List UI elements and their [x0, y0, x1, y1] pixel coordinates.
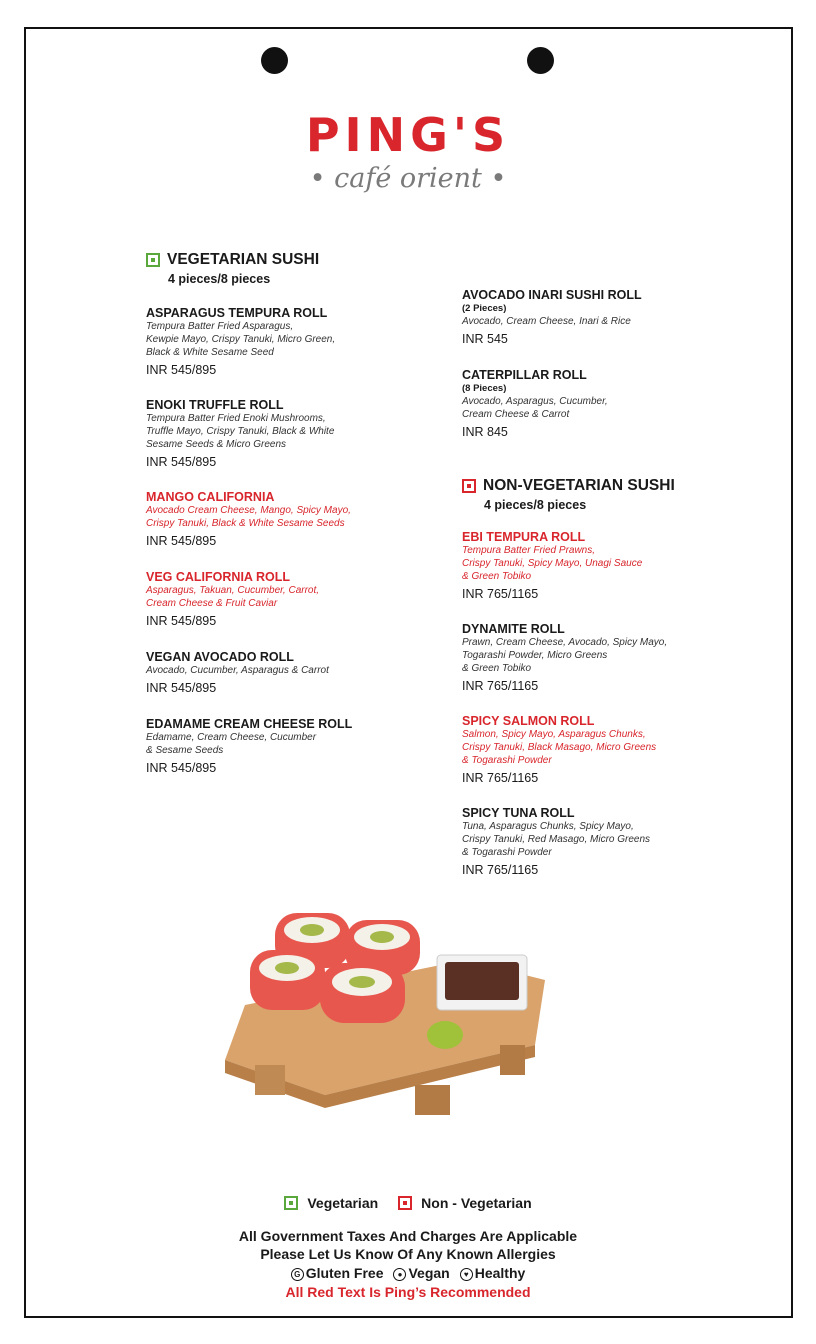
- menu-item: [146, 490, 406, 549]
- item-price: INR 545/895: [146, 363, 217, 377]
- item-description: Tempura Batter Fried Enoki Mushrooms,: [146, 413, 326, 424]
- item-price: INR 765/1165: [462, 863, 539, 877]
- item-description: Sesame Seeds & Micro Greens: [146, 439, 287, 450]
- item-description: Truffle Mayo, Crispy Tanuki, Black & White: [146, 426, 335, 437]
- section-subtitle: 4 pieces/8 pieces: [168, 272, 271, 286]
- item-pieces: (8 Pieces): [462, 383, 507, 394]
- item-name: AVOCADO INARI SUSHI ROLL: [462, 288, 642, 302]
- taxes-note: All Government Taxes And Charges Are Applicable: [238, 1228, 578, 1244]
- item-description: & Green Tobiko: [462, 571, 532, 582]
- item-description: Cream Cheese & Fruit Caviar: [146, 598, 278, 609]
- menu-item: [146, 398, 406, 470]
- menu-item: [462, 288, 722, 347]
- item-description: Avocado, Cucumber, Asparagus & Carrot: [146, 665, 329, 676]
- healthy-label: Healthy: [474, 1265, 526, 1281]
- item-description: Edamame, Cream Cheese, Cucumber: [146, 732, 317, 743]
- menu-item: [146, 570, 406, 629]
- item-price: INR 545/895: [146, 534, 217, 548]
- item-description: Crispy Tanuki, Spicy Mayo, Unagi Sauce: [462, 558, 643, 569]
- item-price: INR 845: [462, 425, 508, 439]
- item-name: ENOKI TRUFFLE ROLL: [146, 398, 284, 412]
- item-name: ASPARAGUS TEMPURA ROLL: [146, 306, 328, 320]
- item-description: Togarashi Powder, Micro Greens: [462, 650, 608, 661]
- item-description: Tempura Batter Fried Asparagus,: [146, 321, 294, 332]
- vegan-icon: ●: [393, 1268, 406, 1281]
- nonveg-marker-icon: [462, 479, 476, 493]
- item-description: & Togarashi Powder: [462, 847, 552, 858]
- section-subtitle: 4 pieces/8 pieces: [484, 498, 587, 512]
- item-price: INR 545: [462, 332, 508, 346]
- menu-item: [462, 622, 722, 694]
- binding-hole: [527, 47, 554, 74]
- brand-tagline: • café orient •: [309, 163, 507, 194]
- section-vegetarian-header: [146, 250, 319, 286]
- item-description: Crispy Tanuki, Red Masago, Micro Greens: [462, 834, 651, 845]
- item-description: Avocado, Asparagus, Cucumber,: [462, 396, 608, 407]
- item-name: EDAMAME CREAM CHEESE ROLL: [146, 717, 353, 731]
- item-name: EBI TEMPURA ROLL: [462, 530, 586, 544]
- legend-nonveg: Non - Vegetarian: [421, 1195, 532, 1211]
- item-description: Avocado, Cream Cheese, Inari & Rice: [462, 316, 631, 327]
- section-title: NON-VEGETARIAN SUSHI: [483, 477, 675, 494]
- gluten-free-icon: G: [291, 1268, 304, 1281]
- legend-veg: Vegetarian: [307, 1195, 379, 1211]
- item-description: Avocado Cream Cheese, Mango, Spicy Mayo,: [146, 505, 351, 516]
- item-description: Cream Cheese & Carrot: [462, 409, 570, 420]
- section-nonveg-header: [462, 476, 675, 512]
- item-description: Asparagus, Takuan, Cucumber, Carrot,: [146, 585, 320, 596]
- menu-item: [462, 806, 722, 878]
- item-name: SPICY SALMON ROLL: [462, 714, 595, 728]
- item-price: INR 765/1165: [462, 587, 539, 601]
- item-description: Crispy Tanuki, Black Masago, Micro Greens: [462, 742, 657, 753]
- item-name: MANGO CALIFORNIA: [146, 490, 275, 504]
- item-description: Black & White Sesame Seed: [146, 347, 274, 358]
- item-price: INR 545/895: [146, 455, 217, 469]
- menu-item: [462, 714, 722, 786]
- item-price: INR 765/1165: [462, 771, 539, 785]
- item-description: Crispy Tanuki, Black & White Sesame Seeds: [146, 518, 345, 529]
- item-price: INR 545/895: [146, 614, 217, 628]
- recommended-note: All Red Text Is Ping’s Recommended: [285, 1284, 531, 1300]
- brand-name: PING'S: [305, 108, 511, 162]
- item-name: SPICY TUNA ROLL: [462, 806, 575, 820]
- logo: [258, 108, 558, 194]
- menu-item: [146, 306, 406, 378]
- item-description: Kewpie Mayo, Crispy Tanuki, Micro Green,: [146, 334, 336, 345]
- diet-legend: [0, 1195, 816, 1211]
- item-price: INR 545/895: [146, 681, 217, 695]
- menu-item: [462, 530, 722, 602]
- item-name: CATERPILLAR ROLL: [462, 368, 587, 382]
- allergies-note: Please Let Us Know Of Any Known Allergies: [260, 1246, 556, 1262]
- item-name: VEG CALIFORNIA ROLL: [146, 570, 290, 584]
- item-price: INR 765/1165: [462, 679, 539, 693]
- vegan-label: Vegan: [408, 1265, 450, 1281]
- nonveg-marker-icon: [398, 1196, 412, 1210]
- item-description: Salmon, Spicy Mayo, Asparagus Chunks,: [462, 729, 646, 740]
- diet-icons-legend: [0, 1265, 816, 1281]
- healthy-icon: ♥: [460, 1268, 473, 1281]
- item-description: & Togarashi Powder: [462, 755, 552, 766]
- binding-hole: [261, 47, 288, 74]
- menu-item: [146, 650, 406, 696]
- section-title: VEGETARIAN SUSHI: [167, 251, 320, 268]
- item-description: Tempura Batter Fried Prawns,: [462, 545, 596, 556]
- item-name: DYNAMITE ROLL: [462, 622, 565, 636]
- item-price: INR 545/895: [146, 761, 217, 775]
- item-description: Prawn, Cream Cheese, Avocado, Spicy Mayo,: [462, 637, 668, 648]
- veg-marker-icon: [146, 253, 160, 267]
- menu-item: [462, 368, 722, 440]
- item-name: VEGAN AVOCADO ROLL: [146, 650, 294, 664]
- item-description: & Green Tobiko: [462, 663, 532, 674]
- sushi-illustration: [215, 905, 555, 1130]
- item-description: & Sesame Seeds: [146, 745, 224, 756]
- veg-marker-icon: [284, 1196, 298, 1210]
- menu-item: [146, 717, 406, 776]
- item-pieces: (2 Pieces): [462, 303, 507, 314]
- gluten-free-label: Gluten Free: [305, 1265, 384, 1281]
- item-description: Tuna, Asparagus Chunks, Spicy Mayo,: [462, 821, 634, 832]
